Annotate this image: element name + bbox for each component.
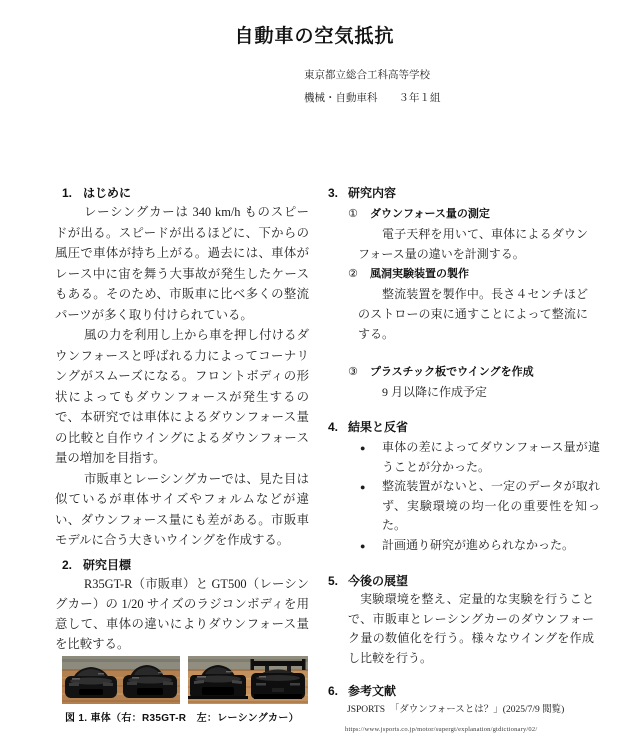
- section-heading-text: はじめに: [83, 186, 132, 200]
- intro-paragraph-1: レーシングカーは 340 km/h ものスピードが出る。スピードが出るほどに、下からの風圧で車体が持ち上がる。過去には、車体がレース中に宙を舞う大事故が発生したケースもある。そのため、市販車に比べ多くの整流パーツが多く取り付けられている。: [55, 205, 309, 322]
- section-heading-text: 研究目標: [83, 557, 132, 572]
- section-number: 6.: [328, 684, 339, 698]
- section-number: 5.: [328, 574, 339, 588]
- result-bullet-1-text: 車体の差によってダウンフォース量が違うことが分かった。: [382, 440, 600, 474]
- section-number: 4.: [328, 420, 339, 434]
- section-heading-outlook: [328, 572, 607, 590]
- content-item-1-title: ダウンフォース量の測定: [370, 208, 490, 220]
- result-bullet-2: [360, 477, 600, 536]
- right-column: [328, 184, 607, 740]
- section-heading-results: [328, 418, 607, 436]
- figure-caption: 図 1. 車体（右：R35GT-R 左：レーシングカー）: [65, 712, 299, 724]
- section-heading-references: [328, 682, 607, 700]
- section-heading-intro: [55, 184, 309, 202]
- intro-paragraph-3: 市販車とレーシングカーでは、見た目は似ているが車体サイズやフォルムなどが違い、ダウンフォース量にも差がある。市販車モデルに合う大きいウイングを作成する。: [55, 471, 309, 547]
- content-item-3-heading: [348, 362, 607, 382]
- car-photo-right: [188, 656, 308, 704]
- goal-paragraph: R35GT-R（市販車）と GT500（レーシングカー）の 1/20 サイズのラジコンボディを用意して、車体の違いによりダウンフォース量を比較する。: [55, 576, 309, 651]
- content-item-1-body: 電子天秤を用いて、車体によるダウンフォース量の違いを計測する。: [358, 227, 588, 261]
- content-item-3-body: 9 月以降に作成予定: [382, 385, 488, 399]
- content-item-1-heading: [348, 204, 607, 224]
- content-item-3-title: プラスチック板でウイングを作成: [370, 366, 534, 378]
- outlook-paragraph: 実験環境を整え、定量的な実験を行うことで、市販車とレーシングカーのダウンフォーク量の数値化を行う。様々なウイングを作成し比較を行う。: [348, 592, 594, 665]
- byline-class: 機械・自動車科 ３年１組: [304, 93, 441, 104]
- result-bullet-1: [360, 438, 600, 477]
- section-heading-text: 参考文献: [348, 684, 397, 698]
- circled-number-2: ②: [348, 268, 358, 280]
- content-item-2-title: 風洞実験装置の製作: [370, 268, 469, 280]
- circled-number-1: ①: [348, 208, 358, 220]
- bullet-icon: ●: [360, 482, 366, 492]
- section-heading-text: 研究内容: [348, 186, 397, 200]
- left-column: [55, 184, 309, 729]
- section-number: 3.: [328, 186, 339, 200]
- reference-entry: JSPORTS 「ダウンフォースとは？」(2025/7/9 閲覧): [347, 705, 565, 715]
- section-heading-text: 結果と反省: [348, 420, 409, 434]
- content-item-2-heading: [348, 264, 607, 284]
- section-heading-goal: [55, 556, 309, 574]
- car-photo-left: [62, 656, 180, 704]
- byline: [304, 64, 441, 110]
- page-title: 自動車の空気抵抗: [234, 26, 395, 47]
- reference-url: https://www.jsports.co.jp/motor/supergt/explanation/gtdictionary/02/: [345, 726, 538, 733]
- result-bullet-3-text: 計画通り研究が進められなかった。: [382, 537, 575, 552]
- section-number: 1.: [62, 186, 73, 200]
- result-bullet-2-text: 整流装置がないと、一定のデータが取れず、実験環境の均一化の重要性を知った。: [382, 479, 600, 532]
- byline-school: 東京都立総合工科高等学校: [304, 70, 430, 81]
- content-item-2-body: 整流装置を製作中。長さ４センチほどのストローの束に通すことによって整流にする。: [358, 287, 588, 341]
- result-bullet-3: [360, 536, 600, 557]
- intro-paragraph-2: 風の力を利用し上から車を押し付けるダウンフォースと呼ばれる力によってコーナリングがスムーズになる。フロントボディの形状によってもダウンフォースが発生するので、本研究では車体によるダウンフォース量の比較と自作ウイングによるダウンフォース量の増加を目指す。: [55, 328, 309, 465]
- bullet-icon: ●: [360, 443, 366, 453]
- section-heading-content: [328, 184, 607, 202]
- section-heading-text: 今後の展望: [348, 574, 409, 588]
- figure-1: [62, 656, 309, 704]
- bullet-icon: ●: [360, 540, 366, 551]
- section-number: 2.: [62, 557, 73, 572]
- circled-number-3: ③: [348, 366, 358, 378]
